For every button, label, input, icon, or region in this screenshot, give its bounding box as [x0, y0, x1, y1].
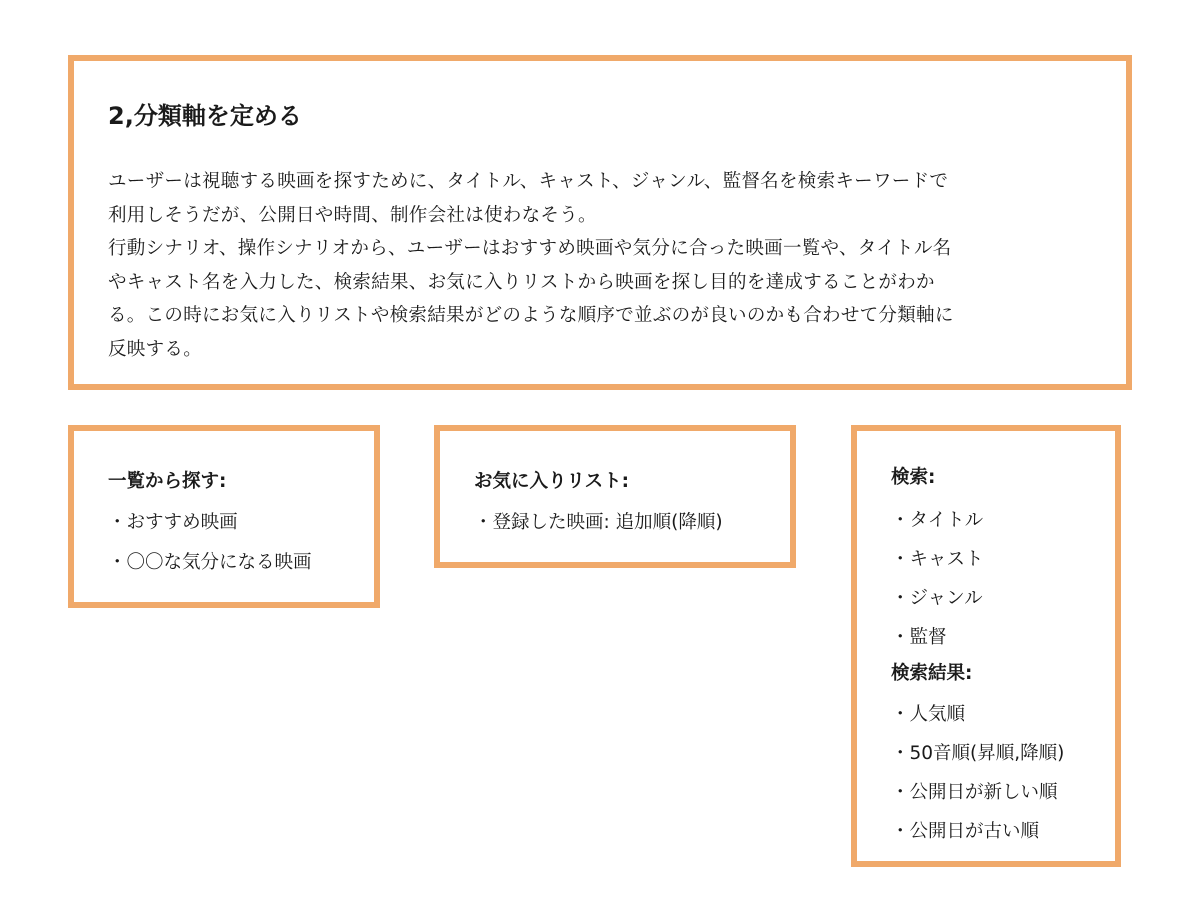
paragraph-line: 行動シナリオ、操作シナリオから、ユーザーはおすすめ映画や気分に合った映画一覧や、タイトル名: [108, 238, 952, 259]
list-item: ・公開日が新しい順: [891, 782, 1058, 803]
list-item: ・監督: [891, 627, 947, 648]
search-results-list: [891, 695, 1115, 851]
browse-list: [108, 503, 374, 583]
list-item: ・公開日が古い順: [891, 821, 1040, 842]
search-box: [851, 425, 1121, 867]
list-item: ・タイトル: [891, 510, 984, 531]
search-list: [891, 501, 1115, 657]
list-item: ・50音順(昇順,降順): [891, 743, 1065, 764]
paragraph-line: 反映する。: [108, 338, 203, 360]
favorites-box: [434, 425, 796, 568]
browse-heading: 一覧から探す:: [108, 471, 227, 492]
paragraph-line: やキャスト名を入力した、検索結果、お気に入りリストから映画を探し目的を達成することがわか: [108, 271, 935, 293]
paragraph-line: ユーザーは視聴する映画を探すために、タイトル、キャスト、ジャンル、監督名を検索キーワードで: [108, 171, 949, 192]
search-results-heading: 検索結果:: [891, 663, 973, 684]
paragraph-line: 利用しそうだが、公開日や時間、制作会社は使わなそう。: [108, 204, 597, 226]
list-item: ・登録した映画: 追加順(降順): [474, 512, 723, 533]
list-item: ・キャスト: [891, 549, 984, 570]
list-item: ・おすすめ映画: [108, 512, 238, 533]
favorites-heading: お気に入りリスト:: [474, 471, 630, 492]
overview-box: [68, 55, 1132, 390]
list-item: ・人気順: [891, 704, 966, 725]
browse-box: [68, 425, 380, 608]
list-item: ・〇〇な気分になる映画: [108, 552, 312, 573]
paragraph-line: る。この時にお気に入りリストや検索結果がどのような順序で並ぶのが良いのかも合わせて分類軸に: [108, 305, 954, 326]
search-heading: 検索:: [891, 467, 936, 488]
favorites-list: [474, 503, 790, 543]
list-item: ・ジャンル: [891, 588, 983, 609]
section-title: 2,分類軸を定める: [108, 102, 302, 130]
